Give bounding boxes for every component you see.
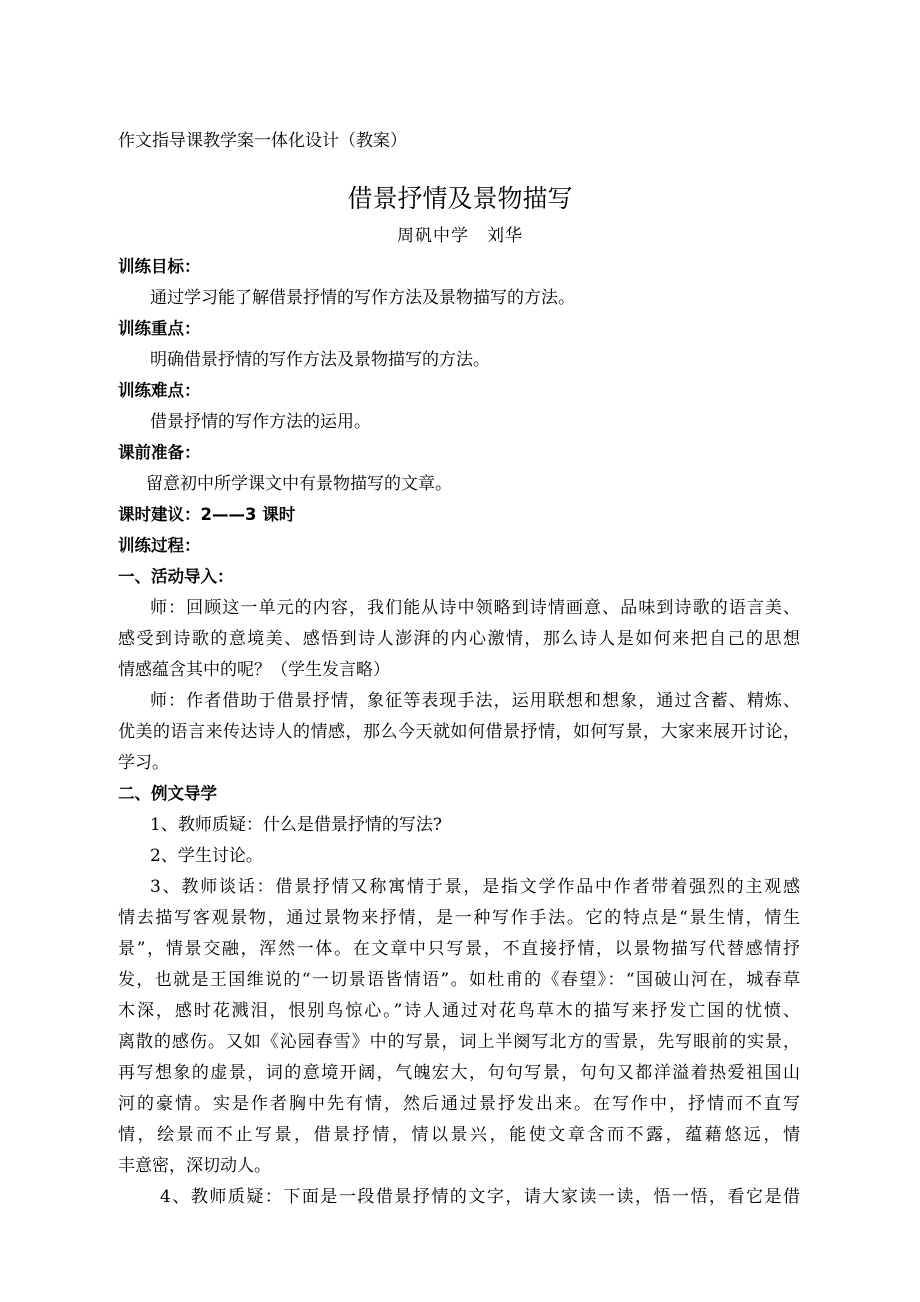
paragraph-line: 情感蕴含其中的呢？（学生发言略）	[118, 660, 390, 680]
paragraph-line: 发，也就是王国维说的“一切景语皆情语”。如杜甫的《春望》：“国破山河在，城春草	[118, 970, 800, 990]
paragraph-line: 离散的感伤。又如《沁园春雪》中的写景，词上半阕写北方的雪景，先写眼前的实景，	[118, 1032, 800, 1052]
paragraph-line: 师：作者借助于借景抒情，象征等表现手法，运用联想和想象，通过含蓄、精炼、	[150, 691, 800, 711]
paragraph-line: 4、教师质疑：下面是一段借景抒情的文字，请大家读一读，悟一悟，看它是借	[160, 1187, 800, 1207]
paragraph-line: 明确借景抒情的写作方法及景物描写的方法。	[150, 350, 490, 370]
document-header: 作文指导课教学案一体化设计（教案）	[118, 131, 407, 151]
paragraph-line: 1、教师质疑：什么是借景抒情的写法?	[150, 815, 442, 835]
paragraph-line: 木深，感时花溅泪，恨别鸟惊心。”诗人通过对花鸟草木的描写来抒发亡国的忧愤、	[118, 1001, 800, 1021]
paragraph-line: 河的豪情。实是作者胸中先有情，然后通过景抒发出来。在写作中，抒情而不直写	[118, 1094, 800, 1114]
paragraph-line: 师：回顾这一单元的内容，我们能从诗中领略到诗情画意、品味到诗歌的语言美、	[150, 598, 800, 618]
section-heading-focus: 训练重点：	[118, 319, 201, 338]
paragraph-line: 借景抒情的写作方法的运用。	[150, 412, 371, 432]
section-heading-intro: 一、活动导入：	[118, 567, 234, 586]
paragraph-line: 情，绘景而不止写景，借景抒情，情以景兴，能使文章含而不露，蕴藉悠远，情	[118, 1125, 800, 1145]
paragraph-line: 感受到诗歌的意境美、感悟到诗人澎湃的内心激情，那么诗人是如何来把自己的思想	[118, 629, 800, 649]
paragraph-line: 情去描写客观景物，通过景物来抒情，是一种写作手法。它的特点是“景生情，情生	[118, 908, 800, 928]
section-heading-hours: 课时建议：2——3 课时	[118, 505, 296, 524]
paragraph-line: 通过学习能了解借景抒情的写作方法及景物描写的方法。	[150, 288, 575, 308]
author-line: 周矾中学 刘华	[397, 226, 523, 246]
section-heading-process: 训练过程：	[118, 536, 201, 555]
paragraph-line: 优美的语言来传达诗人的情感，那么今天就如何借景抒情，如何写景，大家来展开讨论，	[118, 722, 800, 742]
paragraph-line: 景”，情景交融，浑然一体。在文章中只写景，不直接抒情，以景物描写代替感情抒	[118, 939, 800, 959]
document-title: 借景抒情及景物描写	[347, 184, 573, 213]
section-heading-difficulty: 训练难点：	[118, 381, 201, 400]
paragraph-line: 再写想象的虚景，词的意境开阔，气魄宏大，句句写景，句句又都洋溢着热爱祖国山	[118, 1063, 800, 1083]
section-heading-preparation: 课前准备：	[118, 443, 201, 462]
paragraph-line: 丰意密，深切动人。	[118, 1156, 271, 1176]
section-heading-goal: 训练目标：	[118, 257, 201, 276]
section-heading-examples: 二、例文导学	[118, 784, 217, 803]
paragraph-line: 留意初中所学课文中有景物描写的文章。	[146, 474, 452, 494]
paragraph-line: 学习。	[118, 753, 169, 773]
paragraph-line: 2、学生讨论。	[150, 846, 263, 866]
paragraph-line: 3、教师谈话：借景抒情又称寓情于景，是指文学作品中作者带着强烈的主观感	[150, 877, 800, 897]
